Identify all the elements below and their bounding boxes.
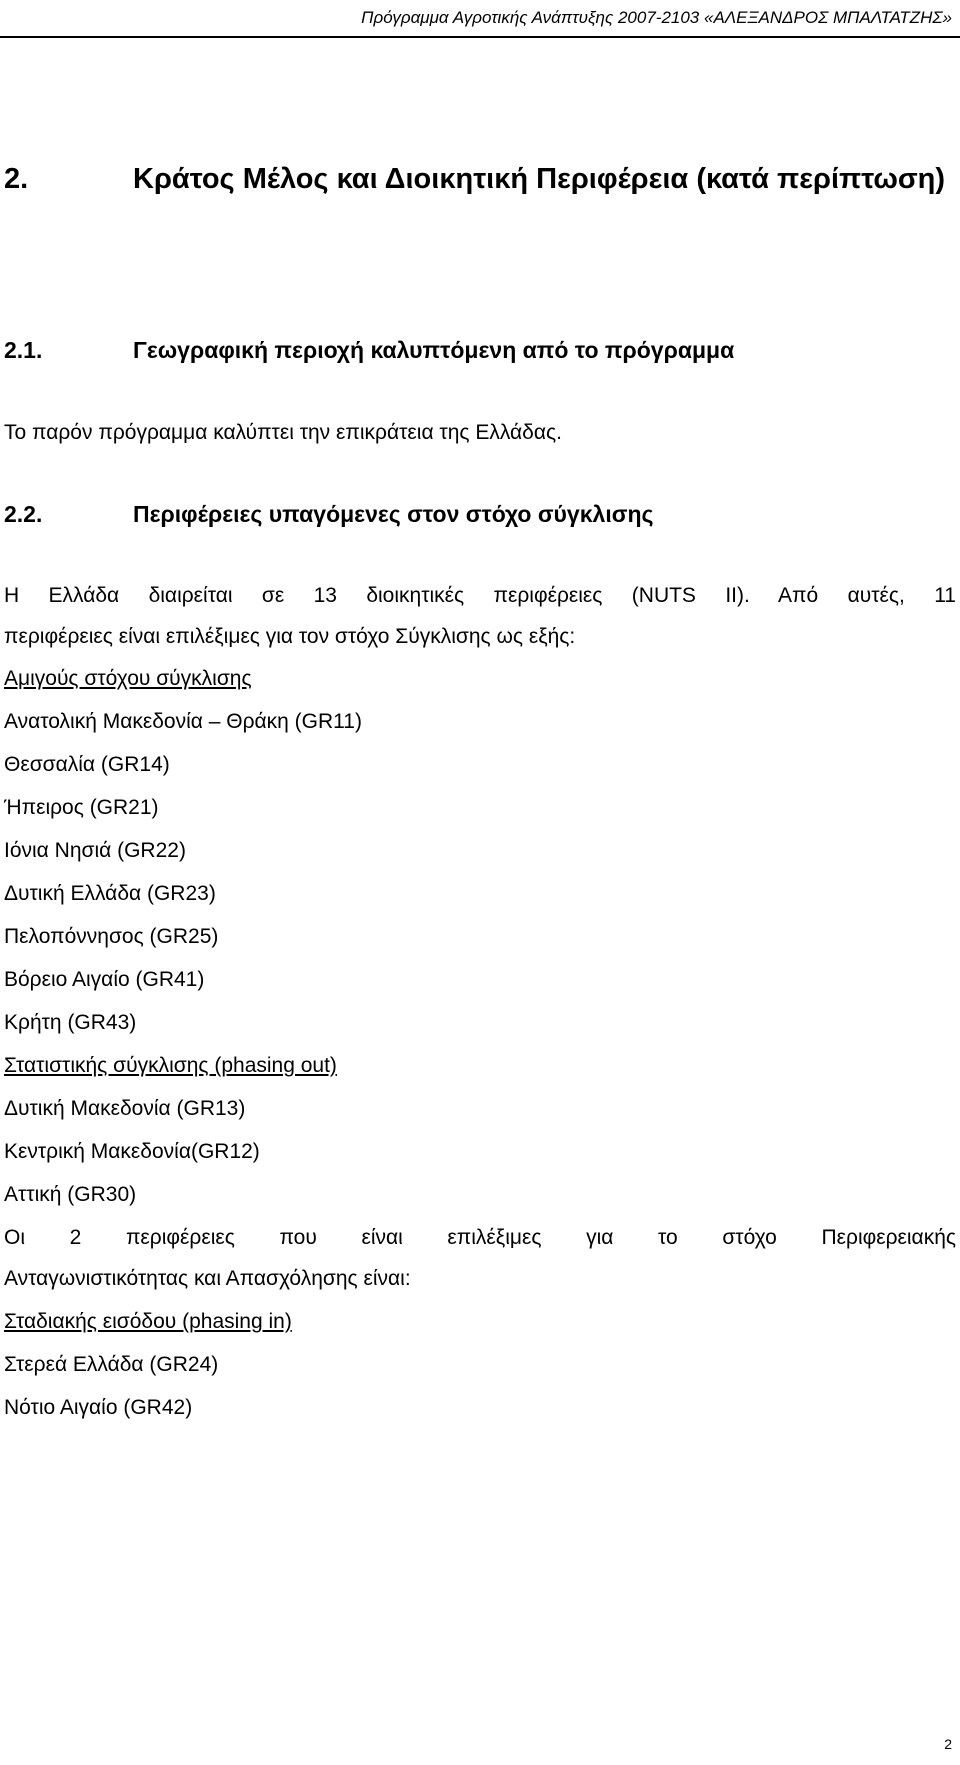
region-item: Στερεά Ελλάδα (GR24) — [4, 1353, 219, 1376]
region-item: Θεσσαλία (GR14) — [4, 753, 170, 776]
region-item: Κρήτη (GR43) — [4, 1011, 137, 1034]
region-item: Δυτική Ελλάδα (GR23) — [4, 882, 216, 905]
region-item: Αττική (GR30) — [4, 1183, 137, 1206]
group-2-heading: Στατιστικής σύγκλισης (phasing out) — [4, 1054, 337, 1077]
header-rule — [0, 36, 960, 38]
region-item: Πελοπόννησος (GR25) — [4, 925, 219, 948]
region-item: Δυτική Μακεδονία (GR13) — [4, 1097, 246, 1120]
section-2-2-number: 2.2. — [4, 501, 43, 527]
region-item: Ανατολική Μακεδονία – Θράκη (GR11) — [4, 710, 362, 733]
region-item: Ιόνια Νησιά (GR22) — [4, 839, 186, 862]
rc-line-2: Ανταγωνιστικότητας και Απασχόλησης είναι: — [4, 1267, 411, 1290]
region-item: Νότιο Αιγαίο (GR42) — [4, 1396, 193, 1419]
section-2-2-title: Περιφέρειες υπαγόμενες στον στόχο σύγκλισης — [133, 501, 654, 527]
group-1-heading: Αμιγούς στόχου σύγκλισης — [4, 667, 252, 690]
intro-line-1: Η Ελλάδα διαιρείται σε 13 διοικητικές περιφέρειες (NUTS II). Από αυτές, 11 — [4, 584, 956, 607]
section-2-number: 2. — [4, 163, 29, 195]
region-item: Κεντρική Μακεδονία(GR12) — [4, 1140, 260, 1163]
section-2-1-text: Το παρόν πρόγραμμα καλύπτει την επικράτεια της Ελλάδας. — [4, 421, 562, 444]
section-2-1-number: 2.1. — [4, 337, 43, 363]
page-number: 2 — [944, 1736, 952, 1752]
section-2-1-title: Γεωγραφική περιοχή καλυπτόμενη από το πρόγραμμα — [133, 337, 735, 363]
group-3-heading: Σταδιακής εισόδου (phasing in) — [4, 1310, 292, 1333]
rc-line-1: Οι 2 περιφέρειες που είναι επιλέξιμες για το στόχο Περιφερειακής — [4, 1226, 956, 1249]
section-2-title: Κράτος Μέλος και Διοικητική Περιφέρεια (κατά περίπτωση) — [133, 163, 946, 195]
running-header: Πρόγραμμα Αγροτικής Ανάπτυξης 2007-2103 «ΑΛΕΞΑΝΔΡΟΣ ΜΠΑΛΤΑΤΖΗΣ» — [361, 8, 952, 27]
region-item: Βόρειο Αιγαίο (GR41) — [4, 968, 205, 991]
intro-line-2: περιφέρειες είναι επιλέξιμες για τον στόχο Σύγκλισης ως εξής: — [4, 625, 576, 648]
region-item: Ήπειρος (GR21) — [4, 796, 159, 819]
